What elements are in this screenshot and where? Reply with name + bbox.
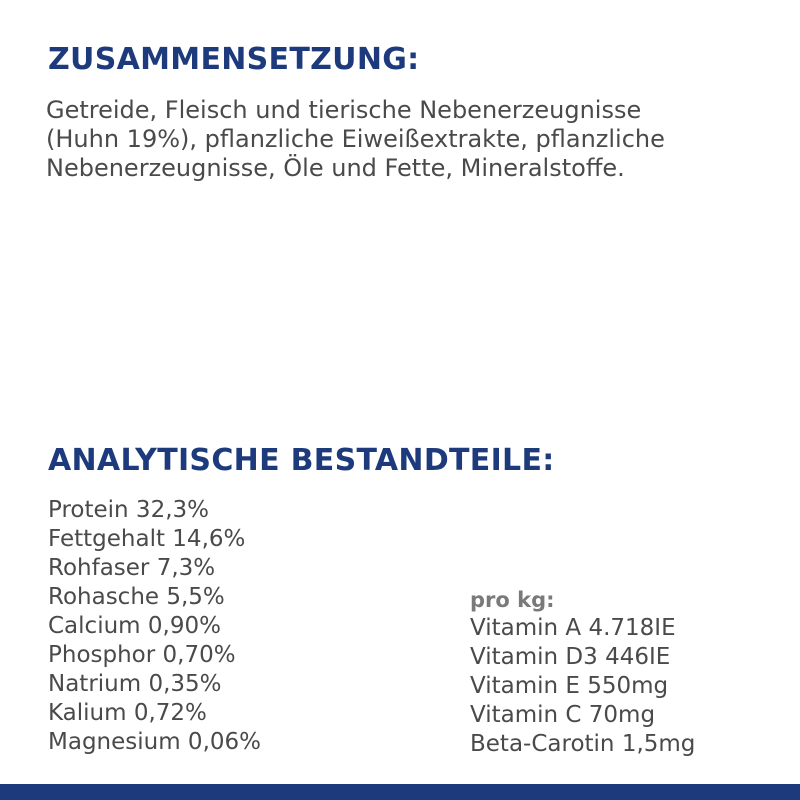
vitamin-item: Vitamin D3 446IE xyxy=(470,644,671,670)
analytic-item: Kalium 0,72% xyxy=(48,700,207,726)
composition-line: Getreide, Fleisch und tierische Nebenerzeugnisse xyxy=(46,96,642,124)
analytic-item: Rohfaser 7,3% xyxy=(48,555,216,581)
composition-text xyxy=(46,96,766,183)
analytic-item: Phosphor 0,70% xyxy=(48,642,236,668)
analytic-item: Magnesium 0,06% xyxy=(48,729,261,755)
per-kg-label: pro kg: xyxy=(470,588,555,612)
composition-heading: ZUSAMMENSETZUNG: xyxy=(48,42,420,77)
vitamin-item: Vitamin C 70mg xyxy=(470,702,656,728)
vitamin-item: Vitamin E 550mg xyxy=(470,673,669,699)
vitamin-item: Vitamin A 4.718IE xyxy=(470,615,676,641)
composition-line: Nebenerzeugnisse, Öle und Fette, Mineralstoffe. xyxy=(46,154,625,182)
analytics-heading: ANALYTISCHE BESTANDTEILE: xyxy=(48,443,555,478)
analytic-constituents-list xyxy=(48,496,261,757)
analytic-item: Rohasche 5,5% xyxy=(48,584,225,610)
composition-line: (Huhn 19%), pflanzliche Eiweißextrakte, pflanzliche xyxy=(46,125,665,153)
analytic-item: Fettgehalt 14,6% xyxy=(48,526,246,552)
analytic-item: Natrium 0,35% xyxy=(48,671,222,697)
analytic-item: Protein 32,3% xyxy=(48,497,209,523)
analytic-item: Calcium 0,90% xyxy=(48,613,221,639)
vitamin-item: Beta-Carotin 1,5mg xyxy=(470,731,696,757)
vitamin-list xyxy=(470,586,695,759)
footer-bar xyxy=(0,784,800,800)
